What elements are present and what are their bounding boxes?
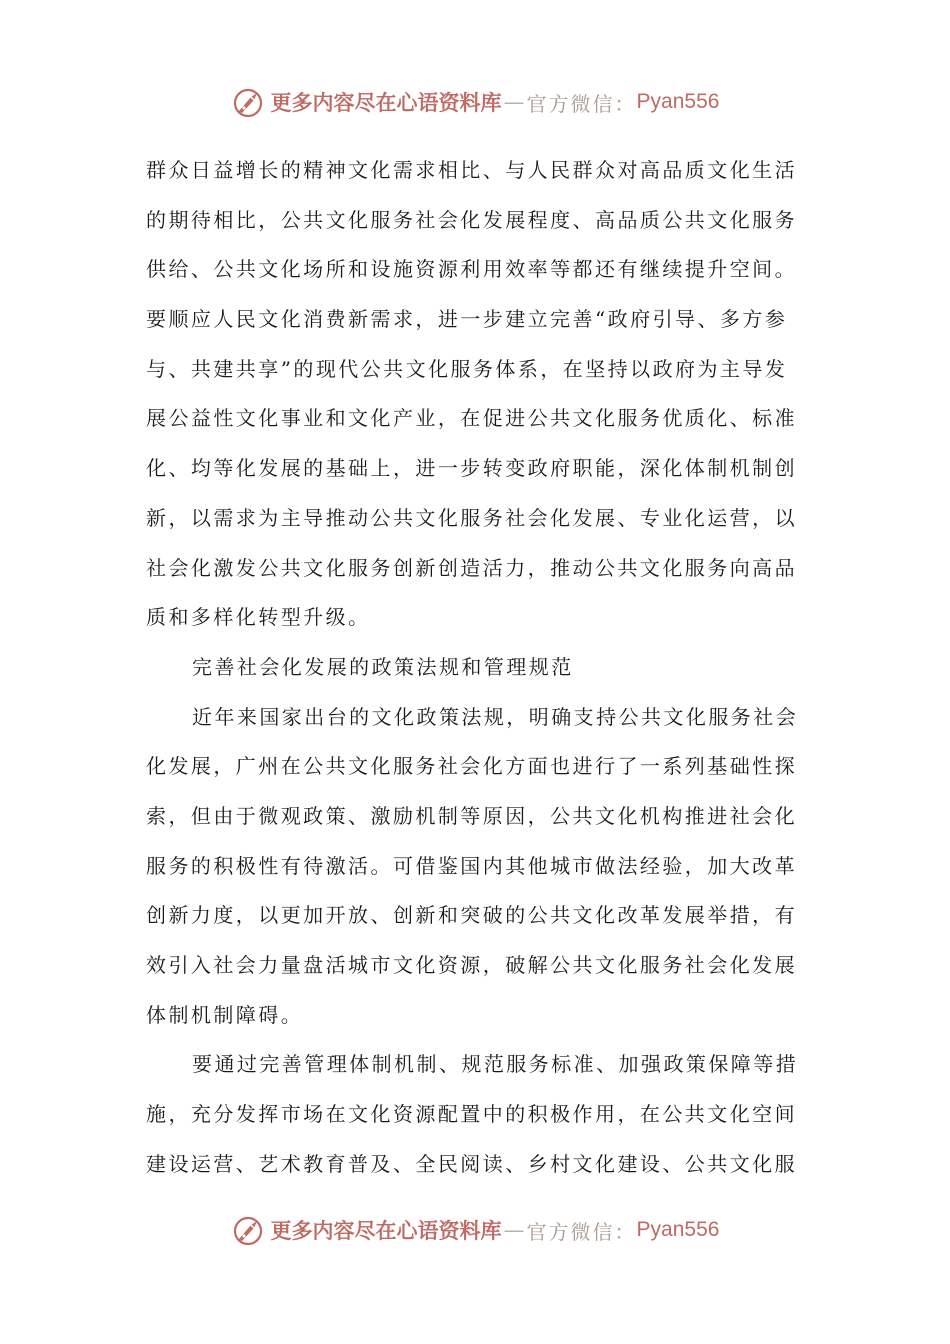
text-line: 要通过完善管理体制机制、规范服务标准、加强政策保障等措	[192, 1052, 799, 1077]
document-body	[146, 146, 806, 1189]
text-line: 效引入社会力量盘活城市文化资源，破解公共文化服务社会化发展	[146, 953, 798, 977]
text-line: 近年来国家出台的文化政策法规，明确支持公共文化服务社会	[192, 704, 799, 729]
text-line: 索，但由于微观政策、激励机制等原因，公共文化机构推进社会化	[146, 803, 798, 828]
header-banner	[0, 80, 950, 124]
text-line: 完善社会化发展的政策法规和管理规范	[192, 654, 574, 679]
text-line: 创新力度，以更加开放、创新和突破的公共文化改革发展举措，有	[146, 903, 798, 928]
text-line: 的期待相比，公共文化服务社会化发展程度、高品质公共文化服务	[146, 207, 798, 232]
text-line: 化发展，广州在公共文化服务社会化方面也进行了一系列基础性探	[146, 754, 798, 779]
wechat-id: Pyan556	[636, 1218, 720, 1241]
text-line: 服务的积极性有待激活。可借鉴国内其他城市做法经验，加大改革	[146, 853, 798, 878]
text-line: 施，充分发挥市场在文化资源配置中的积极作用，在公共文化空间	[146, 1102, 798, 1127]
wechat-label: 官方微信：	[526, 1219, 637, 1244]
wechat-label: 官方微信：	[526, 91, 637, 116]
text-line: 体制机制障碍。	[146, 1002, 304, 1027]
text-line: 展公益性文化事业和文化产业，在促进公共文化服务优质化、标准	[146, 406, 798, 431]
pen-nib-logo-icon	[231, 1212, 267, 1248]
text-line: 供给、公共文化场所和设施资源利用效率等都还有继续提升空间。	[146, 257, 798, 282]
library-slogan: 更多内容尽在心语资料库	[270, 1218, 502, 1243]
footer-banner	[0, 1208, 950, 1252]
text-line: 与、共建共享”的现代公共文化服务体系，在坚持以政府为主导发	[146, 356, 788, 381]
pen-nib-logo-icon	[231, 84, 267, 120]
text-line: 群众日益增长的精神文化需求相比、与人民群众对高品质文化生活	[146, 158, 798, 182]
text-line: 新，以需求为主导推动公共文化服务社会化发展、专业化运营，以	[146, 505, 798, 530]
text-line: 质和多样化转型升级。	[146, 605, 371, 630]
text-line: 要顺应人民文化消费新需求，进一步建立完善“政府引导、多方参	[146, 307, 788, 332]
text-line: 化、均等化发展的基础上，进一步转变政府职能，深化体制机制创	[146, 456, 798, 481]
text-line: 建设运营、艺术教育普及、全民阅读、乡村文化建设、公共文化服	[146, 1151, 798, 1176]
library-slogan: 更多内容尽在心语资料库	[270, 90, 502, 115]
wechat-id: Pyan556	[636, 90, 720, 113]
banner-separator: —	[503, 90, 525, 114]
text-line: 社会化激发公共文化服务创新创造活力，推动公共文化服务向高品	[146, 555, 798, 580]
banner-separator: —	[503, 1218, 525, 1242]
